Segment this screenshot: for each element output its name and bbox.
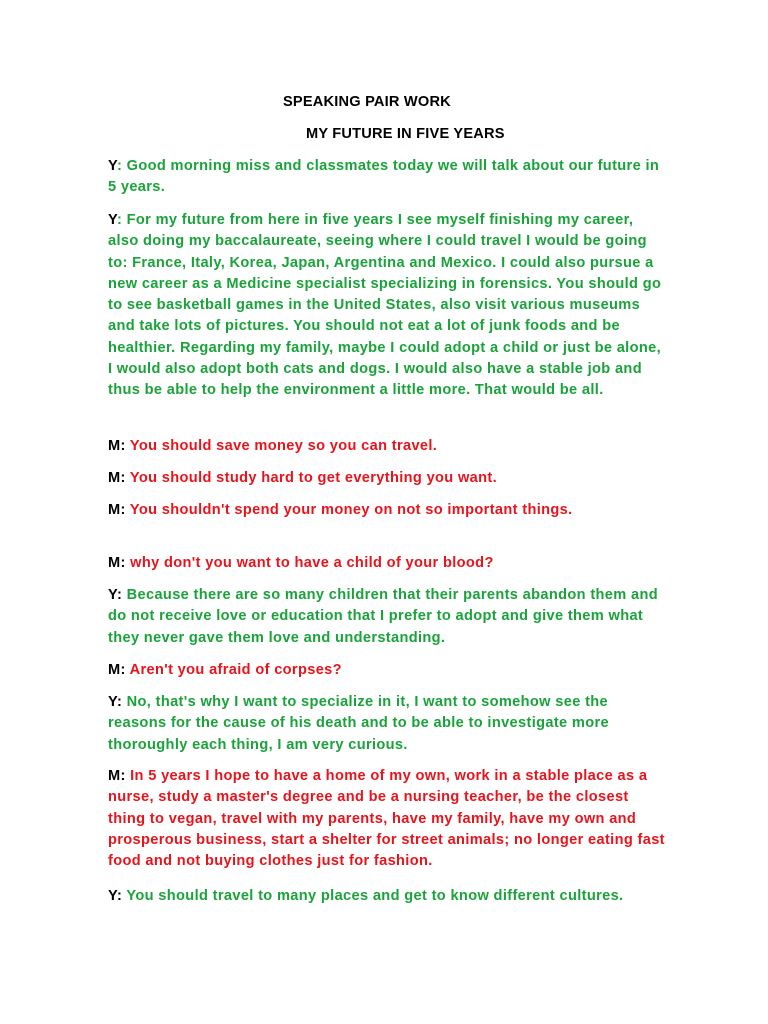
dialogue-paragraph [108, 468, 668, 489]
dialogue-text: Because there are so many children that their parents abandon them and do not receive love or education that I prefer to adopt and give them what they never gave them love and understanding. [108, 587, 659, 646]
speaker-label: M [108, 438, 121, 454]
speaker-label: M [108, 555, 121, 571]
dialogue-text: Aren't you afraid of corpses? [129, 662, 342, 678]
speaker-label: Y [108, 158, 118, 174]
speaker-label: Y [108, 587, 118, 603]
speaker-label: M [108, 502, 121, 518]
dialogue-text: No, that's why I want to specialize in it, I want to somehow see the reasons for the cause of his death and to be able to investigate more thoroughly each thing, I am very curious. [108, 694, 609, 753]
document-subtitle: MY FUTURE IN FIVE YEARS [306, 126, 505, 142]
dialogue-paragraph [108, 553, 668, 574]
dialogue-text: why don't you want to have a child of your blood? [130, 555, 494, 571]
dialogue-paragraph [108, 660, 668, 681]
document-title: SPEAKING PAIR WORK [283, 94, 451, 110]
speaker-separator: : [120, 502, 130, 518]
speaker-label: Y [108, 888, 118, 904]
speaker-separator: : [120, 768, 131, 784]
dialogue-text: You shouldn't spend your money on not so important things. [129, 502, 573, 518]
speaker-label: M [108, 470, 121, 486]
dialogue-paragraph [108, 766, 668, 872]
speaker-label: Y [108, 694, 118, 710]
speaker-separator: : [117, 212, 127, 228]
speaker-separator: : [120, 438, 130, 454]
speaker-label: M [108, 768, 121, 784]
dialogue-text: You should save money so you can travel. [129, 438, 438, 454]
dialogue-text: Good morning miss and classmates today we will talk about our future in 5 years. [108, 158, 660, 196]
speaker-separator: : [117, 888, 127, 904]
dialogue-paragraph [108, 156, 668, 199]
dialogue-paragraph [108, 210, 668, 402]
dialogue-text: For my future from here in five years I see myself finishing my career, also doing my baccalaureate, seeing where I could travel I would be going to: France, Italy, Korea, Japan, Argentina and Mexico. I could also pursue a new career as a Medicine specialist specializing in forensics. You should go to see basketball games in the United States, also visit various museums and take lots of pictures. You should not eat a lot of junk foods and be healthier. Regarding my family, maybe I could adopt a child or just be alone, I would also adopt both cats and dogs. I would also have a stable job and thus be able to help the environment a little more. That would be all. [108, 212, 662, 399]
dialogue-paragraph [108, 585, 668, 649]
speaker-separator: : [117, 694, 127, 710]
speaker-separator: : [120, 662, 130, 678]
dialogue-paragraph [108, 692, 668, 756]
speaker-separator: : [117, 158, 127, 174]
speaker-label: Y [108, 212, 118, 228]
speaker-separator: : [120, 555, 131, 571]
dialogue-paragraph [108, 886, 668, 907]
speaker-separator: : [120, 470, 130, 486]
dialogue-text: You should travel to many places and get to know different cultures. [126, 888, 624, 904]
speaker-label: M [108, 662, 121, 678]
dialogue-text: In 5 years I hope to have a home of my own, work in a stable place as a nurse, study a master's degree and be a nursing teacher, be the closest thing to vegan, travel with my parents, have my family, have my own and prosperous business, start a shelter for street animals; no longer eating fast food and not buying clothes just for fashion. [108, 768, 665, 870]
dialogue-paragraph [108, 500, 668, 521]
speaker-separator: : [117, 587, 127, 603]
dialogue-text: You should study hard to get everything you want. [129, 470, 498, 486]
dialogue-paragraph [108, 436, 668, 457]
